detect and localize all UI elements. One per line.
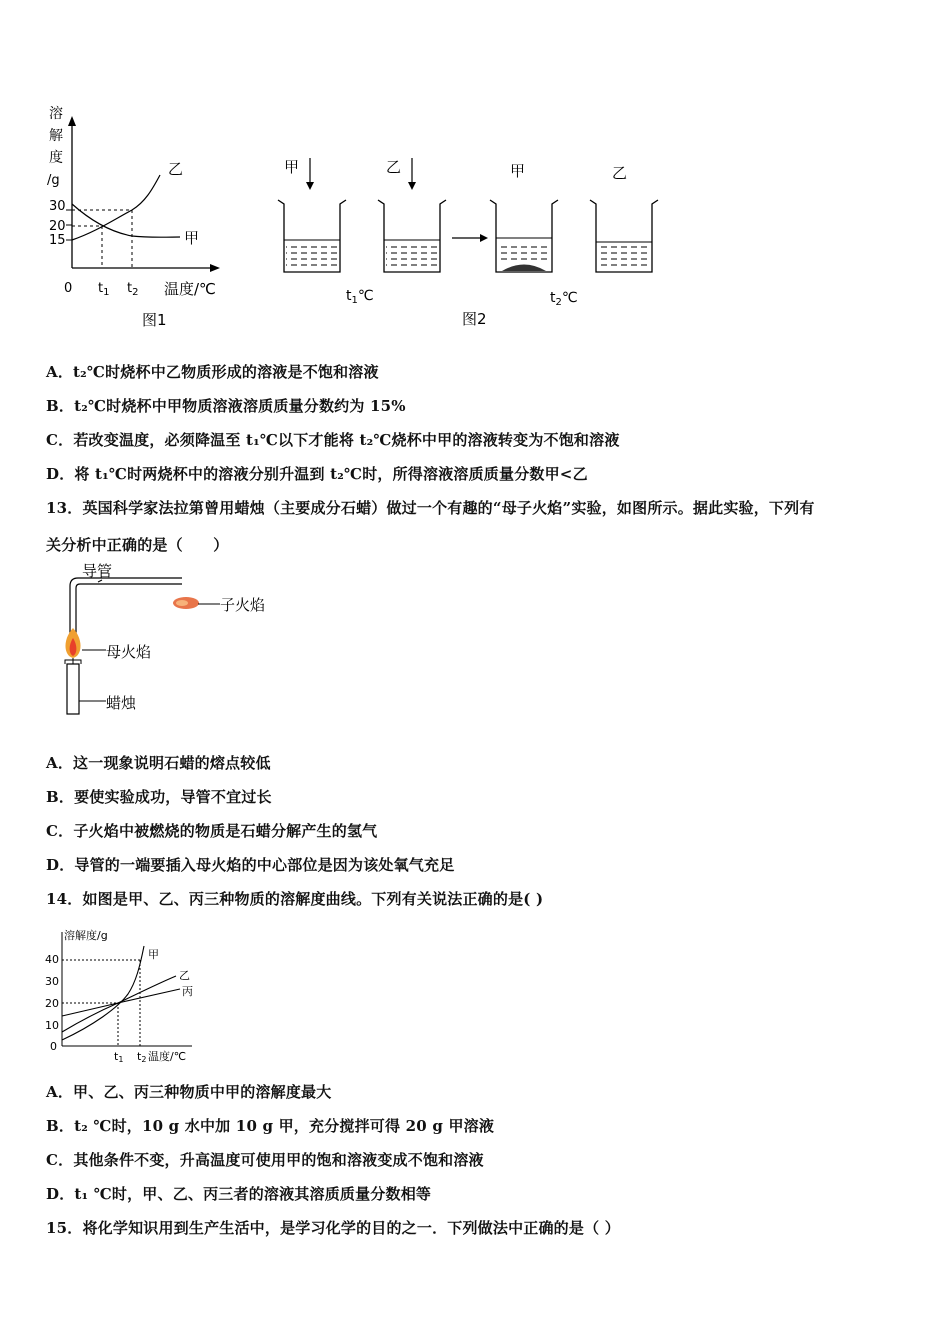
q12-option-b: B．t₂℃时烧杯中甲物质溶液溶质质量分数约为 15%	[46, 397, 406, 415]
fig1-solubility-chart	[40, 100, 240, 335]
q14-xtick-t2: t2	[137, 1050, 147, 1064]
fig2-arrow-head	[306, 182, 314, 190]
fig1-ylabel-char: 溶	[49, 106, 63, 122]
fig1-caption: 图1	[142, 311, 167, 329]
fig1-ylabel-char: 解	[49, 128, 63, 144]
q14-ylabel: 溶解度/g	[64, 929, 108, 942]
q14-curve-label-yi: 乙	[179, 969, 190, 982]
fig2-label-yi-1: 乙	[386, 158, 402, 176]
fig1-curve-yi	[72, 175, 160, 240]
beaker-3	[490, 200, 558, 272]
q14-option-c: C．其他条件不变，升高温度可使用甲的饱和溶液变成不饱和溶液	[46, 1151, 484, 1169]
q14-xtick-t1: t1	[114, 1050, 124, 1064]
fig2-arrow-head	[408, 182, 416, 190]
q14-option-b: B．t₂ ℃时，10 g 水中加 10 g 甲，充分搅拌可得 20 g 甲溶液	[46, 1117, 495, 1135]
q13-option-a: A．这一现象说明石蜡的熔点较低	[46, 754, 271, 772]
fig1-x-arrow	[210, 264, 220, 272]
beaker-4	[590, 200, 658, 272]
q13-candle-label: 蜡烛	[106, 694, 137, 712]
q12-option-c: C．若改变温度，必须降温至 t₁℃以下才能将 t₂℃烧杯中甲的溶液转变为不饱和溶液	[46, 431, 620, 449]
fig1-origin: 0	[64, 281, 73, 296]
fig1-xtick-t1: $t_1$	[98, 281, 110, 298]
q14-ytick: 10	[45, 1019, 59, 1032]
fig2-arrow-right-head	[480, 234, 488, 242]
fig1-ytick: 15	[49, 233, 66, 248]
fig1-ytick: 30	[49, 199, 66, 214]
q13-option-d: D．导管的一端要插入母火焰的中心部位是因为该处氧气充足	[46, 856, 455, 874]
fig1-ylabel-char: 度	[49, 150, 63, 166]
fig1-y-arrow	[68, 116, 76, 126]
fig1-curve-jia	[72, 204, 180, 237]
fig1-ylabel-char: /g	[47, 173, 60, 188]
q14-ytick: 20	[45, 997, 59, 1010]
q14-curve-label-jia: 甲	[148, 948, 159, 961]
q12-option-d: D．将 t₁℃时两烧杯中的溶液分别升温到 t₂℃时，所得溶液溶质质量分数甲<乙	[46, 465, 588, 483]
q13-figure	[52, 560, 292, 720]
fig2-label-jia-1: 甲	[284, 158, 300, 176]
q13-tube-label: 导管	[82, 562, 113, 580]
q14-xlabel: 温度/℃	[148, 1050, 187, 1063]
q14-ytick: 0	[50, 1040, 57, 1053]
fig2-temp-t2: $t_2℃$	[550, 290, 578, 308]
q14-stem: 14．如图是甲、乙、丙三种物质的溶解度曲线。下列有关说法正确的是( )	[46, 890, 544, 908]
q13-stem-line2: 关分析中正确的是（ ）	[46, 536, 229, 554]
fig1-xlabel: 温度/℃	[164, 280, 216, 298]
q14-option-d: D．t₁ ℃时，甲、乙、丙三者的溶液其溶质质量分数相等	[46, 1185, 432, 1203]
q14-ytick: 30	[45, 975, 59, 988]
fig1-curve-label-yi: 乙	[168, 160, 184, 178]
beaker-1	[278, 200, 346, 272]
q14-curve-label-bing: 丙	[182, 985, 193, 998]
q12-option-a: A．t₂℃时烧杯中乙物质形成的溶液是不饱和溶液	[46, 363, 379, 381]
fig2-label-jia-2: 甲	[510, 162, 526, 180]
q14-option-a: A．甲、乙、丙三种物质中甲的溶解度最大	[46, 1083, 332, 1101]
fig1-xtick-t2: $t_2$	[127, 281, 139, 298]
fig1-ytick: 20	[49, 219, 66, 234]
q14-ytick: 40	[45, 953, 59, 966]
fig1-curve-label-jia: 甲	[184, 229, 200, 247]
q13-child-flame-label: 子火焰	[220, 596, 266, 614]
q14-solubility-chart	[42, 922, 202, 1066]
q13-stem-line1: 13．英国科学家法拉第曾用蜡烛（主要成分石蜡）做过一个有趣的“母子火焰”实验，如图所示。据此实验，下列有	[46, 499, 815, 517]
q13-candle-icon	[67, 664, 79, 714]
q15-stem: 15．将化学知识用到生产生活中，是学习化学的目的之一．下列做法中正确的是（ ）	[46, 1219, 620, 1237]
beaker-2	[378, 200, 446, 272]
q13-option-c: C．子火焰中被燃烧的物质是石蜡分解产生的氢气	[46, 822, 378, 840]
fig2-label-yi-2: 乙	[612, 164, 628, 182]
q13-mother-flame-label: 母火焰	[106, 643, 152, 661]
fig2-caption: 图2	[462, 310, 487, 328]
q13-option-b: B．要使实验成功，导管不宜过长	[46, 788, 272, 806]
fig2-temp-t1: $t_1℃$	[346, 288, 374, 306]
q13-tube	[70, 578, 182, 640]
fig2-beakers	[270, 148, 670, 333]
